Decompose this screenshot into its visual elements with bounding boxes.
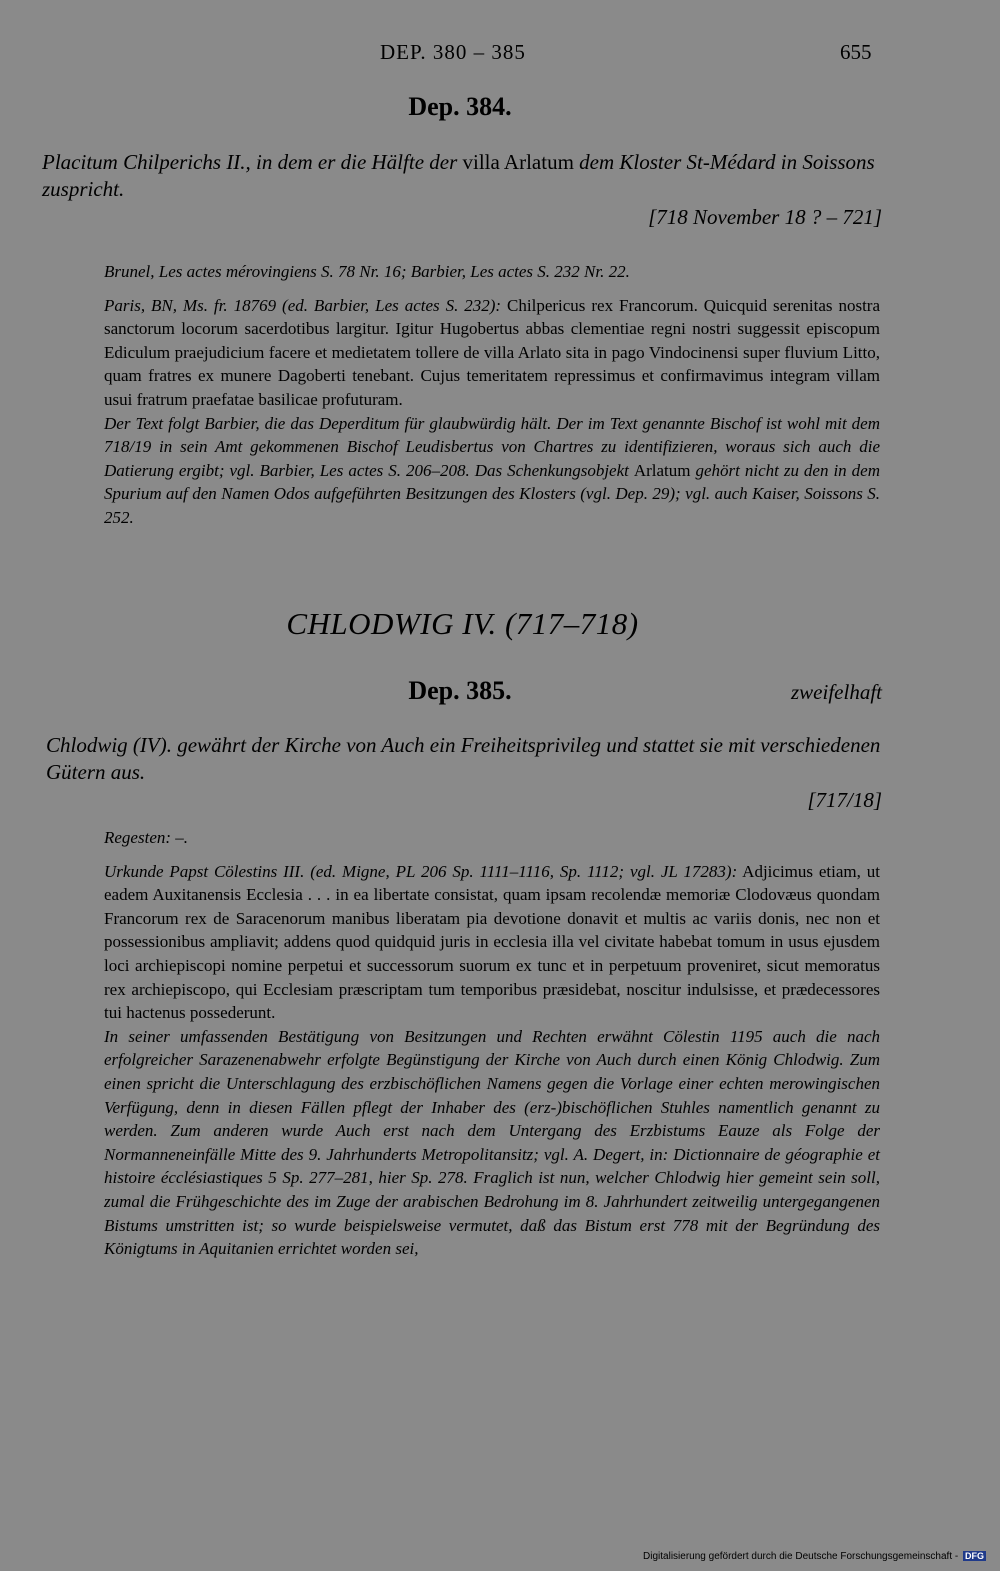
dep385-date: [717/18] (807, 788, 882, 812)
dep385-regesten: Regesten: –. (104, 828, 189, 847)
section-heading-king: CHLODWIG IV. (717–718) (286, 606, 639, 641)
running-head: DEP. 380 – 385 (380, 40, 526, 64)
dep384-summary (42, 149, 882, 203)
dep384-summary-upright: villa Arlatum (462, 150, 574, 174)
dep384-source (104, 294, 880, 412)
footer-credit (643, 1551, 986, 1562)
page-number: 655 (840, 40, 872, 64)
dep384-commentary-part1: Der Text folgt Barbier, die das Deperditum für glaubwürdig hält. Der im Text genannte Bischof ist wohl mit dem 718/19 in sein Amt gekommenen Bischof Leudisbertus von Chartres zu identifizieren, woraus sich auch die Datierung ergibt; vgl. Barbier, Les actes S. 206–208. Das Schenkungsobjekt (104, 413, 880, 480)
dep384-body (104, 260, 880, 530)
dep385-source-ref: Urkunde Papst Cölestins III. (ed. Migne, PL 206 Sp. 1111–1116, Sp. 1112; vgl. JL 17283): (104, 861, 738, 881)
dep384-commentary-part2: gehört nicht zu den in dem Spurium auf den Namen Odos aufgeführten Besitzungen des Klosters (vgl. Dep. 29); vgl. auch Kaiser, Soissons S. 252. (104, 460, 880, 527)
dep385-title: Dep. 385. (408, 676, 512, 705)
footer-text: Digitalisierung gefördert durch die Deutsche Forschungsgemeinschaft - (643, 1551, 959, 1562)
dep385-summary: Chlodwig (IV). gewährt der Kirche von Auch ein Freiheitsprivileg und stattet sie mit verschiedenen Gütern aus. (46, 733, 881, 784)
dep384-regesten: Brunel, Les actes mérovingiens S. 78 Nr. 16; Barbier, Les actes S. 232 Nr. 22. (104, 262, 630, 281)
dep384-title: Dep. 384. (408, 92, 512, 121)
dep384-commentary-upright: Arlatum (633, 460, 691, 480)
dep384-commentary (104, 412, 880, 530)
dep384-summary-post: dem Kloster St-Médard in Soissons zuspricht. (42, 150, 875, 201)
dep384-date: [718 November 18 ? – 721] (648, 205, 882, 229)
dep385-qualifier: zweifelhaft (791, 680, 882, 704)
dep385-source (104, 860, 880, 1025)
dep385-body (104, 826, 880, 1261)
dfg-logo-icon: DFG (965, 1551, 984, 1561)
dep384-source-text: Chilpericus rex Francorum. Quicquid serenitas nostra sanctorum locorum sacerdotibus largitur. Igitur Hugobertus abbas clementiae regni nostri suggessit episcopum Ediculum praejudicium facere et medietatem tollere de villa Arlato sita in pago Vindocinensi super fluvium Litto, quam fratres ex munere Dagoberti tenebant. Cujus temeritatem repressimus et confirmavimus integram villam usui fratrum praefatae basilicae profuturam. (104, 295, 880, 409)
dep384-source-ref: Paris, BN, Ms. fr. 18769 (ed. Barbier, Les actes S. 232): (104, 295, 502, 315)
dep385-source-text: Adjicimus etiam, ut eadem Auxitanensis Ecclesia . . . in ea libertate consistat, quam ipsam recolendæ memoriæ Clodovæus quondam Francorum rex de Saracenorum manibus liberatam pia devotione donavit et multis ac variis donis, nec non et possessionibus ampliavit; addens quod quidquid juris in ecclesia illa vel civitate habebat tomum in usus ejusdem loci archiepiscopi nomine perpetui et successorum suorum ex tunc et in perpetuum proveniret, sicut memoratus rex archiepiscopo, qui Ecclesiam præscriptam tum temporibus præsidebat, noscitur indulsisse, et prædecessores tui hactenus possederunt. (104, 861, 880, 1023)
dep384-summary-pre: Placitum Chilperichs II., in dem er die Hälfte der (42, 150, 458, 174)
dep385-commentary: In seiner umfassenden Bestätigung von Besitzungen und Rechten erwähnt Cölestin 1195 auch die nach erfolgreicher Sarazenenabwehr erfolgte Begünstigung der Kirche von Auch durch einen König Chlodwig. Zum einen spricht die Unterschlagung des erzbischöflichen Namens gegen die Vorlage einer echten merowingischen Verfügung, denn in diesen Fällen pflegt der Inhaber des (erz-)bischöflichen Stuhles namentlich genannt zu werden. Zum anderen wurde Auch erst nach dem Untergang des Erzbistums Eauze als Folge der Normanneneinfälle Mitte des 9. Jahrhunderts Metropolitansitz; vgl. A. Degert, in: Dictionnaire de géographie et histoire écclésiastiques 5 Sp. 277–281, hier Sp. 278. Fraglich ist nun, welcher Chlodwig hier gemeint sein soll, zumal die Frühgeschichte des im Zuge der arabischen Bedrohung im 8. Jahrhundert zeitweilig untergegangenen Bistums umstritten ist; so wurde beispielsweise vermutet, daß das Bistum erst 778 mit der Begründung des Königtums in Aquitanien errichtet worden sei, (104, 1026, 880, 1259)
